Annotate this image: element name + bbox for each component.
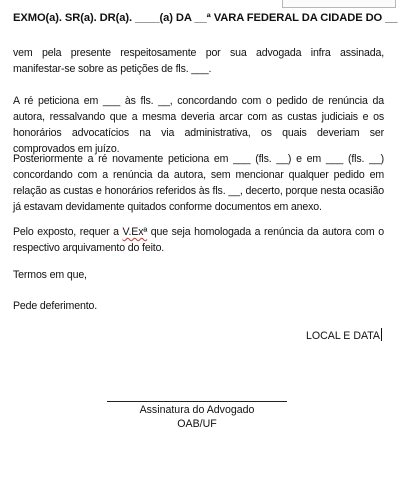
- signature-name: Assinatura do Advogado: [139, 404, 255, 416]
- paragraph-later-petitions: Posteriormente a ré novamente peticiona em ___ (fls. __) e em ___ (fls. __) concordando com a renúncia da autora, sem mencionar qualquer pedido em relação as custas e honorários referidos às fls. __, decerto, porque nesta ocasião já estavam devidamente quitados conforme documentos em anexo.: [13, 153, 384, 213]
- local-date-text: LOCAL E DATA: [306, 330, 380, 342]
- signature-oab: OAB/UF: [177, 418, 217, 430]
- request-text-end: que seja homologada a renúncia da autora com o respectivo arquivamento do feito.: [13, 226, 384, 254]
- signature-line: [107, 401, 287, 402]
- paragraph-request: [13, 224, 384, 256]
- paragraph-intro: vem pela presente respeitosamente por sua advogada infra assinada, manifestar-se sobre as petições de fls. ___.: [13, 47, 384, 75]
- paragraph-deferment: Pede deferimento.: [13, 300, 98, 312]
- paragraph-terms: Termos em que,: [13, 269, 87, 281]
- search-box-fragment[interactable]: [282, 0, 396, 8]
- vex-misspelled-word[interactable]: V.Exª: [122, 226, 148, 238]
- paragraph-first-petition: A ré peticiona em ___ às fls. __, concordando com o pedido de renúncia da autora, ressalvando que a mesma deveria arcar com as custas judiciais e os honorários advocatícios na via administrativa, os quais deveriam ser comprovados em juízo.: [13, 95, 384, 155]
- request-text-start: Pelo exposto, requer a: [13, 226, 123, 238]
- document-heading: EXMO(a). SR(a). DR(a). ____(a) DA __ª VARA FEDERAL DA CIDADE DO __: [13, 12, 398, 24]
- local-and-date: [306, 328, 382, 342]
- text-cursor: [381, 328, 382, 341]
